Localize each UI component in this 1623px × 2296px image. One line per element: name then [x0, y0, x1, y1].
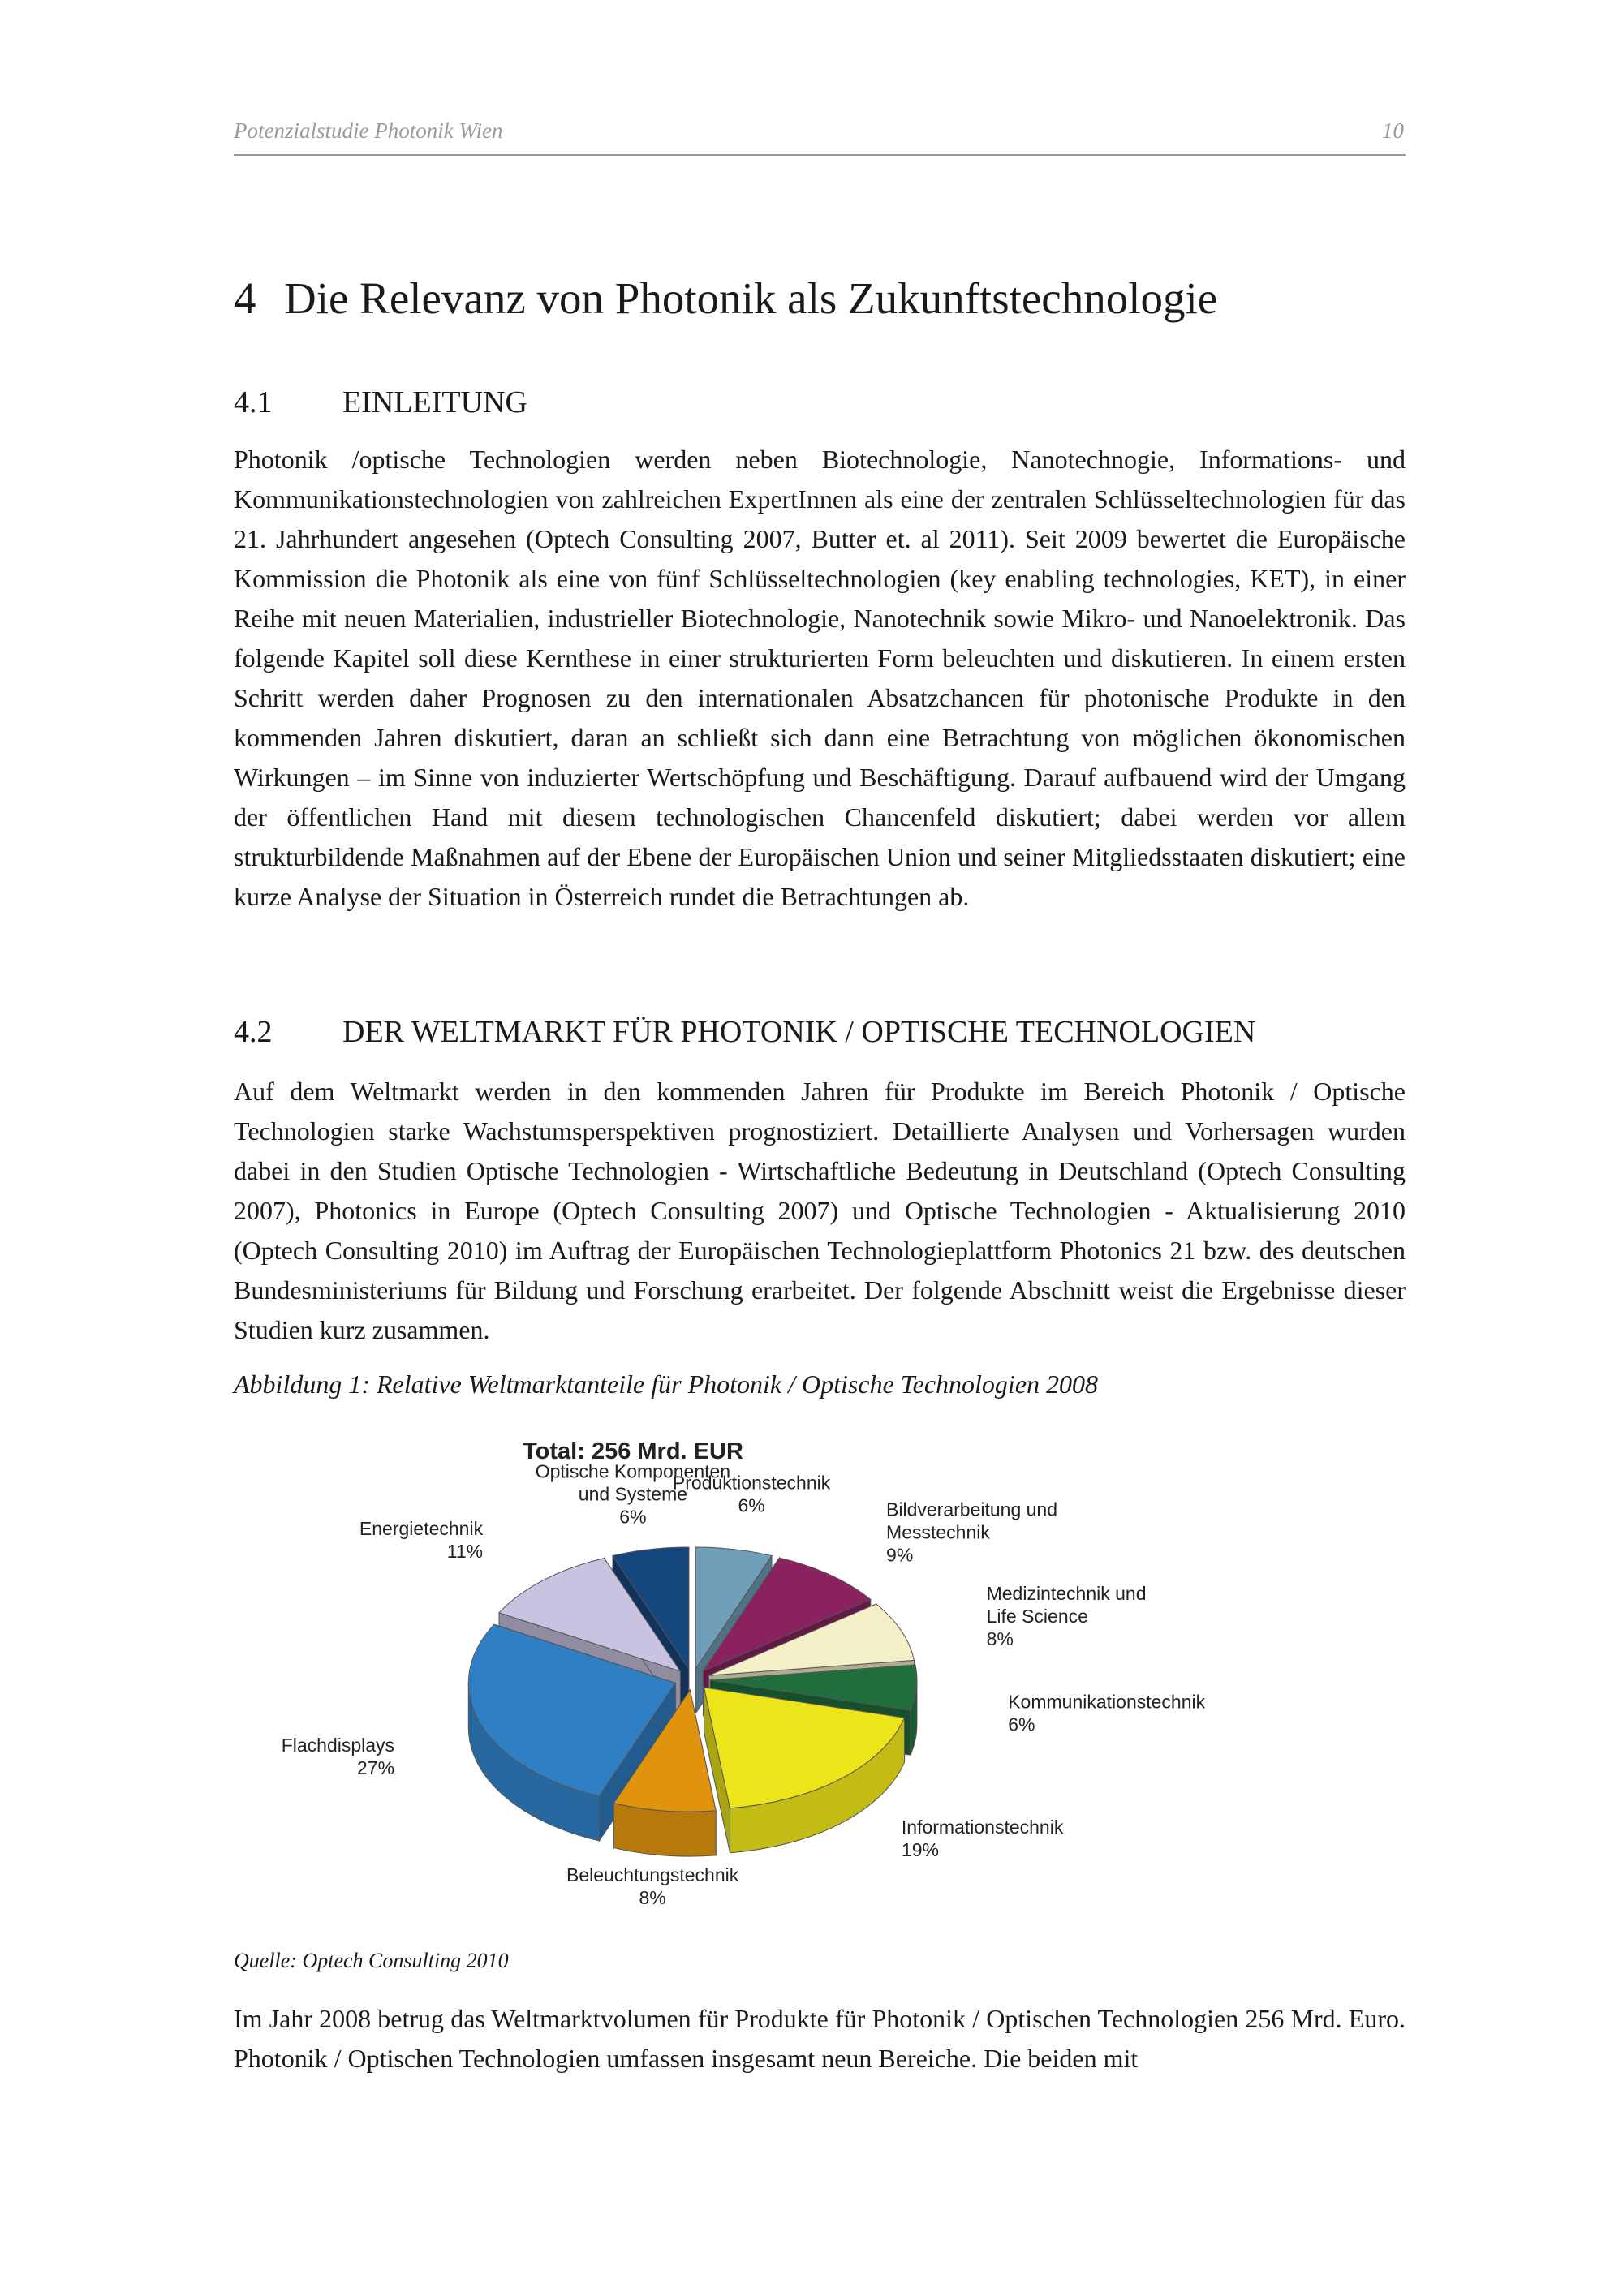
slice-label: Optische Komponenten und Systeme 6%: [535, 1460, 731, 1528]
section-number: 4.1: [234, 385, 273, 419]
slice-value-label: 9%: [886, 1544, 914, 1566]
slice-label: Kommunikationstechnik 6%: [1008, 1691, 1206, 1735]
slice-value-label: 19%: [901, 1838, 939, 1860]
figure-source: Quelle: Optech Consulting 2010: [234, 1949, 509, 1972]
chart-title: Total: 256 Mrd. EUR: [523, 1438, 743, 1464]
running-title: Potenzialstudie Photonik Wien: [234, 118, 503, 143]
slice-label: Informationstechnik 19%: [901, 1816, 1064, 1860]
chapter-title: Die Relevanz von Photonik als Zukunftstechnologie: [284, 273, 1218, 323]
paragraph-weltmarkt: Auf dem Weltmarkt werden in den kommenden Jahren für Produkte im Bereich Photonik / Optische Technologien starke Wachstumsperspektiven prognostiziert. Detaillierte Analysen und Vorhersagen wurden dabei in den Studien Optische Technologien - Wirtschaftliche Bedeutung in Deutschland (Optech Consulting 2007), Photonics in Europe (Optech Consulting 2007) und Optische Technologien - Aktualisierung 2010 (Optech Consulting 2010) im Auftrag der Europäischen Technologieplattform Photonics 21 bzw. des deutschen Bundesministeriums für Bildung und Forschung erarbeitet. Der folgende Abschnitt weist die Ergebnisse dieser Studien kurz zusammen.: [234, 1077, 1406, 1344]
paragraph-marktvolumen: Im Jahr 2008 betrug das Weltmarktvolumen für Produkte für Photonik / Optischen Technologien 256 Mrd. Euro. Photonik / Optischen Technologien umfassen insgesamt neun Bereiche. Die beiden mit: [234, 2004, 1406, 2073]
slice-label: Bildverarbeitung und Messtechnik 9%: [886, 1498, 1058, 1566]
slice-value-label: 8%: [639, 1887, 666, 1909]
slice-value-label: 6%: [1008, 1713, 1035, 1735]
slice-value-label: 27%: [357, 1756, 395, 1778]
chapter-heading: [234, 273, 1217, 324]
slice-label: Flachdisplays 27%: [281, 1734, 395, 1778]
slice-value-label: 8%: [986, 1627, 1014, 1649]
section-number: 4.2: [234, 1015, 273, 1049]
running-header: [234, 115, 1406, 156]
slice-value-label: 11%: [446, 1541, 484, 1563]
figure-caption: Abbildung 1: Relative Weltmarktanteile für Photonik / Optische Technologien 2008: [234, 1369, 1099, 1399]
section-heading-einleitung: [234, 385, 527, 420]
slice-value-label: 6%: [619, 1506, 647, 1528]
section-heading-weltmarkt: [234, 1014, 1255, 1050]
slice-label: Produktionstechnik 6%: [672, 1472, 831, 1516]
paragraph-einleitung: Photonik /optische Technologien werden neben Biotechnologie, Nanotechnogie, Informations- und Kommunikationstechnologien von zahlreichen ExpertInnen als eine der zentralen Schlüsseltechnologien für das 21. Jahrhundert angesehen (Optech Consulting 2007, Butter et. al 2011). Seit 2009 bewertet die Europäische Kommission die Photonik als eine von fünf Schlüsseltechnologien (key enabling technologies, KET), in einer Reihe mit neuen Materialien, industrieller Biotechnologie, Nanotechnik sowie Mikro- und Nanoelektronik. Das folgende Kapitel soll diese Kernthese in einer strukturierten Form beleuchten und diskutieren. In einem ersten Schritt werden daher Prognosen zu den internationalen Absatzchancen für photonische Produkte in den kommenden Jahren diskutiert, daran an schließt sich dann eine Betrachtung von möglichen ökonomischen Wirkungen – im Sinne von induzierter Wertschöpfung und Beschäftigung. Darauf aufbauend wird der Umgang der öffentlichen Hand mit diesem technologischen Chancenfeld diskutiert; dabei werden vor allem strukturbildende Maßnahmen auf der Ebene der Europäischen Union und seiner Mitgliedsstaaten diskutiert; eine kurze Analyse der Situation in Österreich rundet die Betrachtungen ab.: [234, 445, 1406, 911]
pie-chart: [234, 1428, 1206, 1909]
section-title: DER WELTMARKT FÜR PHOTONIK / OPTISCHE TECHNOLOGIEN: [342, 1015, 1256, 1049]
slice-label: Medizintechnik und Life Science 8%: [986, 1582, 1147, 1649]
page-number: 10: [1382, 118, 1404, 143]
pie-slices: [468, 1547, 917, 1856]
slice-label: Energietechnik 11%: [359, 1518, 484, 1563]
slice-label: Beleuchtungstechnik 8%: [566, 1864, 739, 1909]
chapter-number: 4: [234, 273, 256, 323]
slice-value-label: 6%: [738, 1494, 765, 1516]
section-title: EINLEITUNG: [342, 385, 527, 419]
